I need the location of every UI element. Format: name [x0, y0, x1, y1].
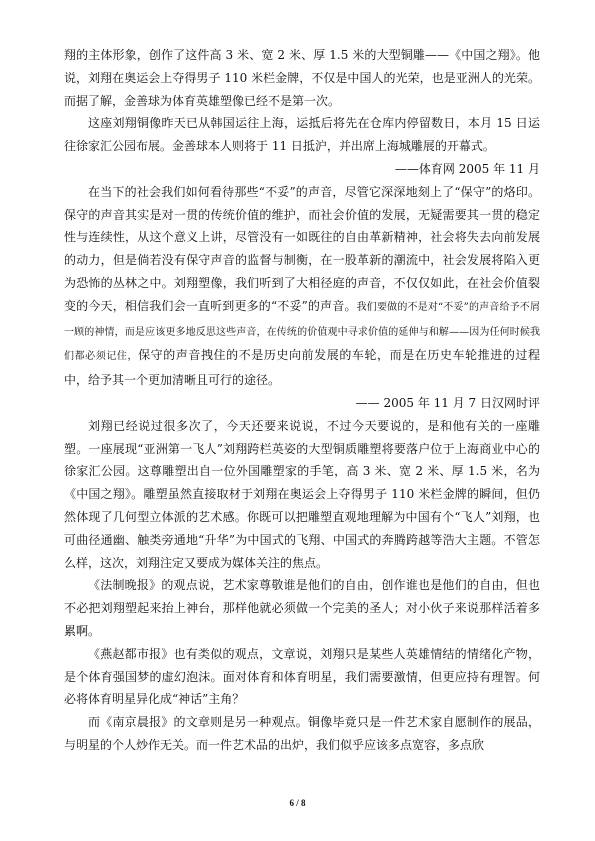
- page-number: 6 / 8: [289, 798, 306, 808]
- source-citation-2: —— 2005 年 11 月 7 日汉网时评: [355, 395, 540, 410]
- paragraph-3-main: 在当下的社会我们如何看待那些“不妥”的声音，尽管它深深地刻上了“保守”的烙印。保守的声音其实是对一贯的传统价值的维护，而社会价值的发展，无疑需要其一贯的稳定性与连续性，从这个意义上讲，尽管没有一如既往的自由革新精神，社会将失去向前发展的动力，但是倘若没有保守声音的监督与制衡，在一股革新的潮流中，社会发展将陷入更为恐怖的丛林之中。刘翔塑像，我们听到了大相径庭的声音，不仅仅如此，在社会价值裂变的今天，相信我们会一直听到更多的“不妥”的声音。: [64, 184, 540, 313]
- paragraph-3: [64, 181, 540, 392]
- paragraph-5: 《法制晚报》的观点说，艺术家尊敬谁是他们的自由，创作谁也是他们的自由，但也不必把刘翔塑起来抬上神台，那样他就必须做一个完美的圣人；对小伙子来说那样活着多累啊。: [64, 578, 540, 638]
- paragraph-1: 翔的主体形象，创作了这件高 3 米、宽 2 米、厚 1.5 米的大型铜雕——《中国之翔》。他说，刘翔在奥运会上夺得男子 110 米栏金牌，不仅是中国人的光荣，也是亚洲人的光荣。而据了解，金善球为体育英雄塑像已经不是第一次。: [64, 48, 540, 108]
- paragraph-6: 《燕赵都市报》也有类似的观点，文章说，刘翔只是某些人英雄情结的情绪化产物，是个体育强国梦的虚幻泡沫。面对体育和体育明星，我们需要激情，但更应持有理智。何必将体育明星异化成“神话”主角？: [64, 646, 540, 707]
- source-citation-1: ——体育网 2005 年 11 月: [394, 161, 540, 176]
- paragraph-4: 刘翔已经说过很多次了，今天还要来说说，不过今天要说的，是和他有关的一座雕塑。一座展现“亚洲第一飞人”刘翔跨栏英姿的大型铜质雕塑将要落户位于上海商业中心的徐家汇公园。这尊雕塑出自一位外国雕塑家的手笔，高 3 米、宽 2 米、厚 1.5 米，名为《中国之翔》。雕塑虽然直接取材于刘翔在奥运会上夺得男子 110 米栏金牌的瞬间，但仍然体现了几何型立体派的艺术感。你既可以把雕塑直观地理解为中国有个“飞人”刘翔，也可曲径通幽、触类旁通地“升华”为中国式的飞翔、中国式的奔腾跨越等浩大主题。不管怎么样，这次，刘翔注定又要成为媒体关注的焦点。: [64, 418, 540, 570]
- paragraph-3-end: 保守的声音拽住的不是历史向前发展的车轮，而是在历史车轮推进的过程中，给予其一个更加清晰且可行的途径。: [64, 348, 541, 388]
- paragraph-7: 而《南京晨报》的文章则是另一种观点。铜像毕竟只是一件艺术家自愿制作的展品，与明星的个人炒作无关。而一件艺术品的出炉，我们似乎应该多点宽容，多点欣: [64, 715, 540, 752]
- article-body: [64, 44, 540, 757]
- paragraph-3-small: 我们要做的不是对“不妥”的声音给予不屑一顾的神情，而是应该更多地反思这些声音，在传统的价值观中寻求价值的延伸与和解——因为任何时候我们都必须记住，: [64, 301, 540, 363]
- paragraph-2: 这座刘翔铜像昨天已从韩国运往上海，运抵后将先在仓库内停留数日，本月 15 日运往徐家汇公园布展。金善球本人则将于 11 日抵沪，并出席上海城雕展的开幕式。: [64, 116, 540, 154]
